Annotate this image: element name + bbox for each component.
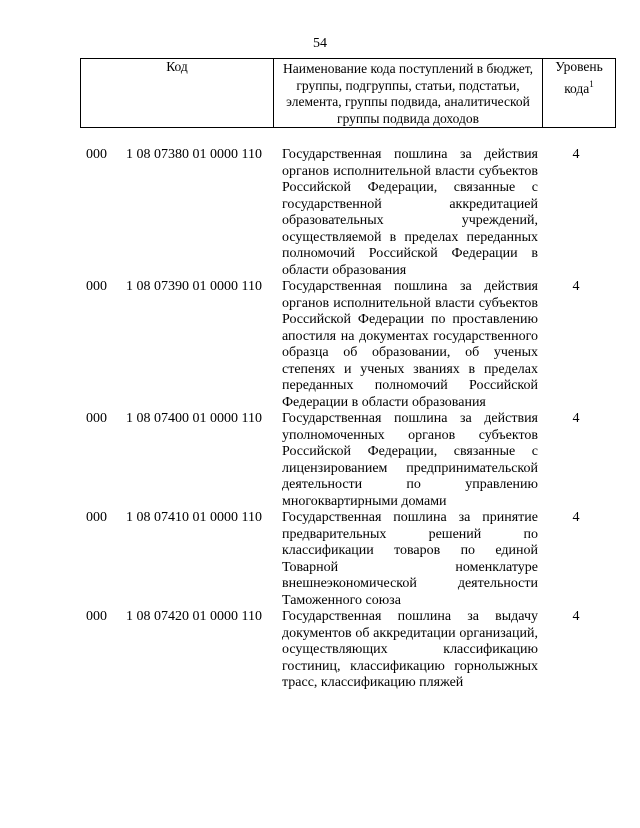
admin-code: 000 [86, 609, 107, 624]
revenue-code: 1 08 07410 01 0000 110 [126, 510, 262, 525]
table-row [86, 279, 606, 411]
revenue-name: Государственная пошлина за выдачу документов об аккредитации организаций, осуществляющих классификацию гостиниц, классификацию горнолыжных трасс, классификацию пляжей [282, 609, 538, 690]
admin-code: 000 [86, 510, 107, 525]
page-number: 54 [313, 36, 327, 51]
code-level: 4 [572, 279, 580, 294]
revenue-name: Государственная пошлина за принятие предварительных решений по классификации товаров по единой Товарной номенклатуре внешнеэкономической деятельности Таможенного союза [282, 510, 538, 608]
revenue-code: 1 08 07420 01 0000 110 [126, 609, 262, 624]
revenue-name: Государственная пошлина за действия уполномоченных органов субъектов Российской Федерации, связанные с лицензированием предпринимательской деятельности по управлению многоквартирными домами [282, 411, 538, 509]
table-row [86, 411, 606, 510]
header-level-cell [543, 59, 616, 128]
code-level: 4 [572, 609, 580, 624]
table-row [86, 609, 606, 692]
code-level: 4 [572, 411, 580, 426]
header-row [81, 59, 616, 128]
revenue-code: 1 08 07390 01 0000 110 [126, 279, 262, 294]
admin-code: 000 [86, 147, 107, 162]
code-level: 4 [572, 510, 580, 525]
header-name-label: Наименование кода поступлений в бюджет, группы, подгруппы, статьи, подстатьи, элемента, группы подвида, аналитической группы подвида доходов [282, 61, 533, 126]
header-name-cell [274, 59, 543, 128]
admin-code: 000 [86, 411, 107, 426]
table-row [86, 510, 606, 609]
header-code-label: Код [166, 59, 188, 74]
table-body [86, 147, 606, 692]
table-header [80, 58, 616, 128]
code-level: 4 [572, 147, 580, 162]
revenue-name: Государственная пошлина за действия органов исполнительной власти субъектов Российской Федерации, связанные с государственной аккредитацией образовательных учреждений, осуществляемой в пределах переданных полномочий Российской Федерации в области образования [282, 147, 538, 278]
header-level-footnote: 1 [589, 78, 594, 89]
header-level-label: Уровень кода [555, 59, 603, 96]
table-row [86, 147, 606, 279]
header-code-cell [81, 59, 274, 128]
admin-code: 000 [86, 279, 107, 294]
revenue-code: 1 08 07380 01 0000 110 [126, 147, 262, 162]
revenue-name: Государственная пошлина за действия органов исполнительной власти субъектов Российской Федерации по проставлению апостиля на документах государственного образца об образовании, об ученых степенях и ученых званиях в пределах переданных полномочий Российской Федерации в области образования [282, 279, 538, 410]
revenue-code: 1 08 07400 01 0000 110 [126, 411, 262, 426]
